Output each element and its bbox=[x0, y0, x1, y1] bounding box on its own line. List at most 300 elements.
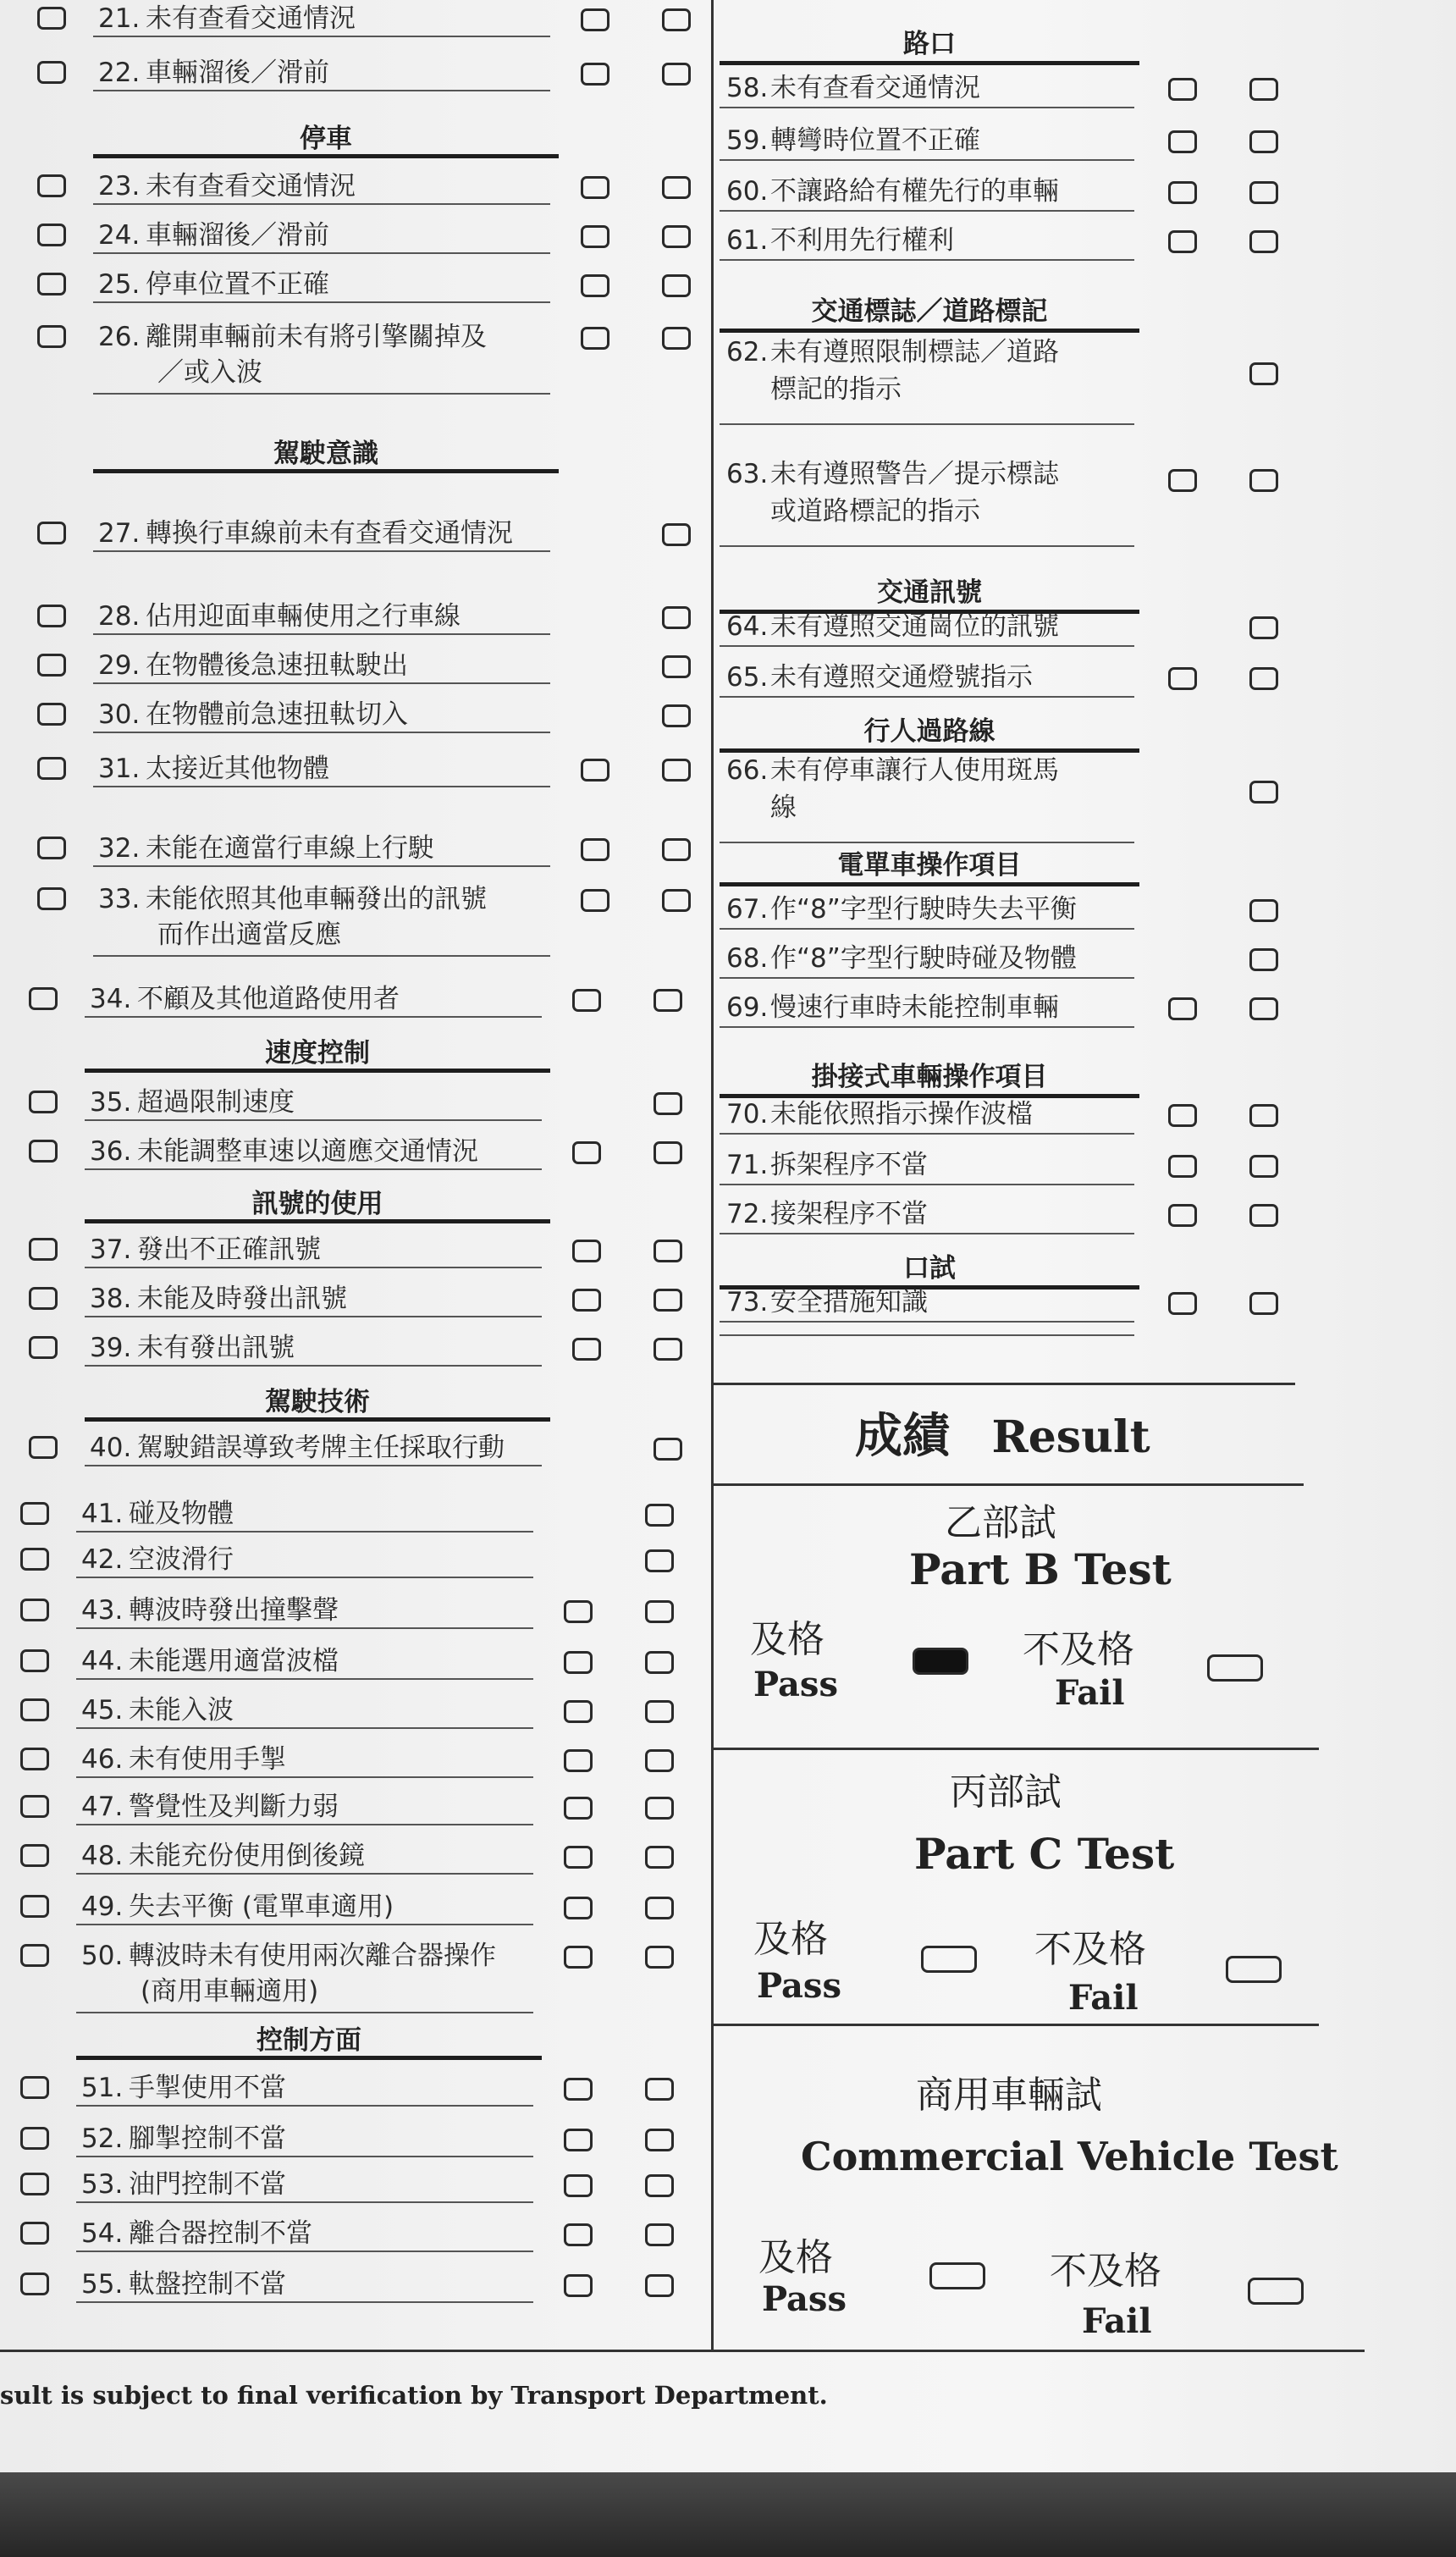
item-text: 未能及時發出訊號 bbox=[137, 1284, 347, 1314]
fault-box-b[interactable] bbox=[1249, 78, 1278, 101]
fault-box-b[interactable] bbox=[645, 1700, 674, 1723]
fault-box-b[interactable] bbox=[645, 2274, 674, 2297]
row-rule bbox=[93, 393, 550, 395]
item-number: 52. bbox=[81, 2123, 124, 2154]
fault-box-b[interactable] bbox=[1249, 469, 1278, 492]
fault-box-b[interactable] bbox=[654, 989, 682, 1012]
item-text: 在物體前急速扭軚切入 bbox=[146, 699, 408, 730]
item-number: 40. bbox=[90, 1433, 132, 1463]
item-number: 68. bbox=[726, 943, 769, 974]
item-number: 22. bbox=[98, 58, 141, 88]
item-number: 73. bbox=[726, 1287, 769, 1317]
test-name-zh: 乙部試 bbox=[945, 1501, 1056, 1544]
item-checkbox[interactable] bbox=[37, 7, 66, 30]
fault-box-a[interactable] bbox=[572, 1289, 601, 1312]
item-text-cont: (商用車輛適用) bbox=[141, 1976, 319, 2007]
item-text: 佔用迎面車輛使用之行車線 bbox=[146, 601, 461, 632]
row-rule bbox=[93, 301, 550, 303]
item-checkbox[interactable] bbox=[20, 1502, 49, 1525]
section-header-rule bbox=[720, 329, 1139, 333]
item-text: 未能在適當行車線上行駛 bbox=[146, 833, 434, 864]
item-number: 26. bbox=[98, 322, 141, 352]
fault-box-a[interactable] bbox=[1168, 1155, 1197, 1178]
column-divider bbox=[711, 0, 714, 2350]
item-checkbox[interactable] bbox=[37, 887, 66, 910]
row-rule bbox=[93, 203, 550, 205]
item-checkbox[interactable] bbox=[37, 325, 66, 348]
fault-box-b[interactable] bbox=[662, 274, 691, 297]
row-rule bbox=[76, 1531, 533, 1533]
item-number: 47. bbox=[81, 1792, 124, 1822]
fault-box-b[interactable] bbox=[654, 1240, 682, 1262]
row-rule bbox=[720, 1334, 1134, 1336]
row-rule bbox=[720, 977, 1134, 979]
fault-box-a[interactable] bbox=[564, 2129, 593, 2151]
fault-box-a[interactable] bbox=[564, 1749, 593, 1772]
fault-box-a[interactable] bbox=[564, 1651, 593, 1674]
row-rule bbox=[93, 550, 550, 552]
fail-label-zh: 不及格 bbox=[1034, 1928, 1146, 1971]
item-checkbox[interactable] bbox=[37, 605, 66, 627]
item-number: 51. bbox=[81, 2073, 124, 2103]
fault-box-a[interactable] bbox=[564, 2223, 593, 2246]
item-number: 21. bbox=[98, 3, 141, 34]
item-number: 37. bbox=[90, 1234, 132, 1265]
item-number: 66. bbox=[726, 755, 769, 786]
fault-box-b[interactable] bbox=[1249, 948, 1278, 971]
section-header: 行人過路線 bbox=[863, 716, 995, 747]
fault-box-a[interactable] bbox=[1168, 78, 1197, 101]
row-rule bbox=[76, 1824, 533, 1825]
fault-box-a[interactable] bbox=[581, 889, 609, 912]
result-title-en: Result bbox=[991, 1411, 1150, 1463]
item-number: 45. bbox=[81, 1695, 124, 1726]
item-number: 39. bbox=[90, 1333, 132, 1363]
section-header: 速度控制 bbox=[265, 1038, 370, 1069]
item-number: 34. bbox=[90, 984, 132, 1014]
row-rule bbox=[720, 259, 1134, 261]
fault-box-a[interactable] bbox=[1168, 997, 1197, 1020]
fault-box-b[interactable] bbox=[1249, 899, 1278, 922]
fault-box-a[interactable] bbox=[564, 1846, 593, 1869]
fault-box-a[interactable] bbox=[1168, 130, 1197, 153]
fail-checkbox[interactable] bbox=[1248, 2278, 1304, 2305]
fault-box-b[interactable] bbox=[662, 759, 691, 781]
item-checkbox[interactable] bbox=[20, 1795, 49, 1818]
item-text: 未有停車讓行人使用斑馬 bbox=[770, 755, 1059, 786]
fault-box-b[interactable] bbox=[1249, 181, 1278, 204]
item-text: 停車位置不正確 bbox=[146, 269, 329, 300]
item-text: 碰及物體 bbox=[129, 1499, 234, 1529]
fault-box-b[interactable] bbox=[654, 1092, 682, 1115]
test-name-en: Part B Test bbox=[909, 1544, 1172, 1594]
section-header-rule bbox=[85, 1219, 550, 1223]
fail-label-zh: 不及格 bbox=[1050, 2250, 1161, 2293]
item-checkbox[interactable] bbox=[20, 2173, 49, 2195]
fault-box-a[interactable] bbox=[581, 225, 609, 248]
item-checkbox[interactable] bbox=[37, 654, 66, 677]
fault-box-a[interactable] bbox=[581, 327, 609, 350]
row-rule bbox=[93, 90, 550, 91]
fault-box-b[interactable] bbox=[645, 2078, 674, 2101]
item-checkbox[interactable] bbox=[37, 224, 66, 246]
item-text: 超過限制速度 bbox=[137, 1087, 295, 1118]
fault-box-b[interactable] bbox=[662, 176, 691, 199]
item-text: 接架程序不當 bbox=[770, 1199, 928, 1229]
section-header: 交通標誌／道路標記 bbox=[811, 296, 1048, 327]
section-header: 駕駛技術 bbox=[265, 1387, 370, 1417]
item-number: 36. bbox=[90, 1136, 132, 1167]
background-surface bbox=[0, 2472, 1456, 2557]
item-text: 車輛溜後／滑前 bbox=[146, 58, 329, 88]
row-rule bbox=[720, 928, 1134, 930]
item-text: 未有發出訊號 bbox=[137, 1333, 295, 1363]
fault-box-a[interactable] bbox=[581, 176, 609, 199]
item-number: 67. bbox=[726, 894, 769, 925]
fault-box-a[interactable] bbox=[572, 1338, 601, 1361]
item-number: 64. bbox=[726, 611, 769, 642]
fault-box-b[interactable] bbox=[1249, 997, 1278, 1020]
item-text: 離開車輛前未有將引擎關掉及 bbox=[146, 322, 487, 352]
fault-box-b[interactable] bbox=[645, 1600, 674, 1623]
fault-box-a[interactable] bbox=[572, 989, 601, 1012]
section-header-rule bbox=[720, 882, 1139, 886]
section-header: 控制方面 bbox=[256, 2025, 361, 2056]
row-rule bbox=[93, 786, 550, 787]
item-number: 29. bbox=[98, 650, 141, 681]
item-number: 46. bbox=[81, 1744, 124, 1775]
fault-box-b[interactable] bbox=[645, 1749, 674, 1772]
fault-box-a[interactable] bbox=[572, 1240, 601, 1262]
item-checkbox[interactable] bbox=[20, 2273, 49, 2295]
item-number: 50. bbox=[81, 1941, 124, 1971]
row-rule bbox=[76, 2201, 533, 2203]
fault-box-b[interactable] bbox=[645, 1946, 674, 1969]
fail-checkbox[interactable] bbox=[1226, 1956, 1282, 1983]
fault-box-b[interactable] bbox=[662, 606, 691, 629]
fault-box-a[interactable] bbox=[572, 1141, 601, 1164]
pass-label-en: Pass bbox=[757, 1966, 841, 2006]
item-checkbox[interactable] bbox=[29, 1436, 58, 1459]
item-text-cont: 而作出適當反應 bbox=[157, 920, 341, 950]
fault-box-b[interactable] bbox=[662, 838, 691, 861]
section-header-rule bbox=[76, 2056, 542, 2060]
item-checkbox[interactable] bbox=[37, 757, 66, 780]
item-checkbox[interactable] bbox=[20, 1895, 49, 1918]
fault-box-b[interactable] bbox=[645, 2129, 674, 2151]
item-text: 轉換行車線前未有查看交通情況 bbox=[146, 518, 513, 549]
item-text: 腳掣控制不當 bbox=[129, 2123, 286, 2154]
fault-box-a[interactable] bbox=[581, 838, 609, 861]
item-text: 未能充份使用倒後鏡 bbox=[129, 1841, 365, 1871]
test-name-zh: 丙部試 bbox=[950, 1770, 1062, 1814]
row-rule bbox=[85, 1365, 542, 1367]
item-number: 25. bbox=[98, 269, 141, 300]
item-checkbox[interactable] bbox=[20, 1698, 49, 1721]
item-text: 未能選用適當波檔 bbox=[129, 1646, 339, 1676]
fault-box-a[interactable] bbox=[1168, 1104, 1197, 1127]
fault-box-a[interactable] bbox=[1168, 1292, 1197, 1315]
item-text: 未有使用手掣 bbox=[129, 1744, 286, 1775]
item-text: 安全措施知識 bbox=[770, 1287, 928, 1317]
row-rule bbox=[76, 1577, 533, 1578]
item-number: 60. bbox=[726, 176, 769, 207]
item-number: 65. bbox=[726, 662, 769, 693]
item-number: 41. bbox=[81, 1499, 124, 1529]
fault-box-b[interactable] bbox=[645, 2174, 674, 2197]
fault-box-b[interactable] bbox=[1249, 667, 1278, 690]
item-text: 拆架程序不當 bbox=[770, 1150, 928, 1180]
item-text: 失去平衡 (電單車適用) bbox=[129, 1892, 394, 1922]
fail-label-en: Fail bbox=[1055, 1673, 1125, 1713]
fault-box-b[interactable] bbox=[662, 523, 691, 546]
row-rule bbox=[76, 1776, 533, 1778]
item-text: 駕駛錯誤導致考牌主任採取行動 bbox=[137, 1433, 505, 1463]
result-block-rule bbox=[711, 1748, 1319, 1750]
item-text: 未有遵照交通燈號指示 bbox=[770, 662, 1033, 693]
row-rule bbox=[93, 682, 550, 684]
item-text: 油門控制不當 bbox=[129, 2169, 286, 2200]
item-checkbox[interactable] bbox=[29, 1140, 58, 1163]
item-number: 33. bbox=[98, 884, 141, 914]
item-checkbox[interactable] bbox=[20, 1748, 49, 1770]
result-block-rule bbox=[711, 2024, 1319, 2026]
item-number: 69. bbox=[726, 992, 769, 1023]
row-rule bbox=[720, 210, 1134, 212]
result-title-rule bbox=[711, 1483, 1304, 1486]
section-header-rule bbox=[720, 61, 1139, 65]
row-rule bbox=[76, 2012, 533, 2013]
item-number: 71. bbox=[726, 1150, 769, 1180]
pass-label-zh: 及格 bbox=[758, 2236, 833, 2279]
item-number: 35. bbox=[90, 1087, 132, 1118]
row-rule bbox=[93, 633, 550, 635]
fault-box-b[interactable] bbox=[1249, 362, 1278, 385]
fault-box-b[interactable] bbox=[1249, 616, 1278, 639]
item-checkbox[interactable] bbox=[29, 1091, 58, 1113]
pass-label-zh: 及格 bbox=[753, 1918, 828, 1961]
item-checkbox[interactable] bbox=[20, 1548, 49, 1571]
fault-box-a[interactable] bbox=[564, 1897, 593, 1919]
item-text: 作“8”字型行駛時碰及物體 bbox=[770, 943, 1077, 974]
fault-box-b[interactable] bbox=[1249, 230, 1278, 253]
item-text: 車輛溜後／滑前 bbox=[146, 220, 329, 251]
fail-checkbox[interactable] bbox=[1207, 1654, 1263, 1682]
item-checkbox[interactable] bbox=[29, 1238, 58, 1261]
item-text: 作“8”字型行駛時失去平衡 bbox=[770, 894, 1077, 925]
item-number: 63. bbox=[726, 459, 769, 489]
item-text: 未有遵照警告／提示標誌 bbox=[770, 459, 1059, 489]
row-rule bbox=[85, 1016, 542, 1018]
item-text: 未有遵照限制標誌／道路 bbox=[770, 337, 1059, 367]
row-rule bbox=[76, 2156, 533, 2157]
row-rule bbox=[76, 1727, 533, 1729]
item-checkbox[interactable] bbox=[37, 174, 66, 197]
item-text: 未能依照其他車輛發出的訊號 bbox=[146, 884, 487, 914]
section-header: 訊號的使用 bbox=[251, 1189, 383, 1219]
test-name-en: Part C Test bbox=[914, 1829, 1175, 1879]
item-text: 未有查看交通情況 bbox=[770, 73, 980, 103]
fault-box-a[interactable] bbox=[1168, 1204, 1197, 1227]
fault-box-b[interactable] bbox=[662, 704, 691, 727]
item-number: 32. bbox=[98, 833, 141, 864]
item-number: 48. bbox=[81, 1841, 124, 1871]
item-number: 43. bbox=[81, 1595, 124, 1626]
fault-box-a[interactable] bbox=[581, 63, 609, 86]
item-number: 30. bbox=[98, 699, 141, 730]
item-text: 轉波時未有使用兩次離合器操作 bbox=[129, 1941, 496, 1971]
fault-box-b[interactable] bbox=[645, 1651, 674, 1674]
item-checkbox[interactable] bbox=[20, 2127, 49, 2150]
item-number: 31. bbox=[98, 754, 141, 784]
fault-box-b[interactable] bbox=[1249, 130, 1278, 153]
section-header: 駕駛意識 bbox=[273, 439, 378, 469]
result-bottom-rule bbox=[0, 2350, 1365, 2352]
pass-label-en: Pass bbox=[762, 2279, 847, 2319]
item-checkbox[interactable] bbox=[37, 522, 66, 544]
fault-box-a[interactable] bbox=[564, 1600, 593, 1623]
item-text: 警覺性及判斷力弱 bbox=[129, 1792, 339, 1822]
fault-box-a[interactable] bbox=[1168, 230, 1197, 253]
test-name-en: Commercial Vehicle Test bbox=[801, 2134, 1338, 2179]
fault-box-b[interactable] bbox=[662, 655, 691, 678]
section-header-rule bbox=[85, 1417, 550, 1422]
row-rule bbox=[85, 1267, 542, 1268]
item-number: 61. bbox=[726, 225, 769, 256]
fault-box-b[interactable] bbox=[662, 225, 691, 248]
item-checkbox[interactable] bbox=[37, 703, 66, 726]
fault-box-b[interactable] bbox=[1249, 1155, 1278, 1178]
fail-label-en: Fail bbox=[1082, 2301, 1152, 2341]
fault-box-b[interactable] bbox=[645, 2223, 674, 2246]
section-header: 路口 bbox=[903, 29, 956, 59]
fault-box-b[interactable] bbox=[1249, 781, 1278, 804]
result-title bbox=[855, 1399, 1150, 1466]
item-checkbox[interactable] bbox=[29, 1287, 58, 1310]
pass-checkbox[interactable] bbox=[921, 1946, 977, 1973]
row-rule bbox=[76, 1873, 533, 1875]
fault-box-b[interactable] bbox=[662, 327, 691, 350]
fault-box-b[interactable] bbox=[645, 1846, 674, 1869]
row-rule bbox=[93, 732, 550, 733]
row-rule bbox=[76, 2105, 533, 2107]
fault-box-a[interactable] bbox=[564, 1797, 593, 1820]
fault-box-a[interactable] bbox=[581, 274, 609, 297]
row-rule bbox=[720, 423, 1134, 425]
fault-box-b[interactable] bbox=[1249, 1204, 1278, 1227]
fault-box-b[interactable] bbox=[645, 1549, 674, 1572]
item-number: 28. bbox=[98, 601, 141, 632]
item-checkbox[interactable] bbox=[29, 1336, 58, 1359]
item-checkbox[interactable] bbox=[20, 1944, 49, 1967]
fault-box-b[interactable] bbox=[645, 1504, 674, 1527]
item-number: 38. bbox=[90, 1284, 132, 1314]
item-text: 未有查看交通情況 bbox=[146, 171, 356, 202]
fault-box-b[interactable] bbox=[654, 1289, 682, 1312]
fail-label-zh: 不及格 bbox=[1023, 1628, 1134, 1671]
pass-label-en: Pass bbox=[753, 1665, 838, 1704]
item-text: 未能調整車速以適應交通情況 bbox=[137, 1136, 478, 1167]
row-rule bbox=[720, 1133, 1134, 1135]
fault-box-b[interactable] bbox=[654, 1141, 682, 1164]
fail-label-en: Fail bbox=[1068, 1978, 1139, 2018]
item-text-cont: 線 bbox=[770, 793, 797, 823]
section-header: 口試 bbox=[903, 1253, 956, 1284]
fault-box-b[interactable] bbox=[662, 889, 691, 912]
row-rule bbox=[720, 1184, 1134, 1185]
item-checkbox[interactable] bbox=[29, 987, 58, 1010]
fault-box-b[interactable] bbox=[654, 1338, 682, 1361]
item-text-cont: 或道路標記的指示 bbox=[770, 496, 980, 527]
fault-box-a[interactable] bbox=[564, 2078, 593, 2101]
section-header-rule bbox=[93, 154, 559, 158]
fault-box-b[interactable] bbox=[1249, 1104, 1278, 1127]
fault-box-a[interactable] bbox=[564, 1946, 593, 1969]
fault-box-b[interactable] bbox=[645, 1797, 674, 1820]
section-header-rule bbox=[85, 1069, 550, 1073]
item-number: 59. bbox=[726, 125, 769, 156]
row-rule bbox=[720, 107, 1134, 108]
fault-box-a[interactable] bbox=[564, 2274, 593, 2297]
row-rule bbox=[76, 2301, 533, 2303]
item-checkbox[interactable] bbox=[20, 2222, 49, 2245]
item-checkbox[interactable] bbox=[20, 1649, 49, 1672]
item-text: 軚盤控制不當 bbox=[129, 2269, 286, 2300]
item-checkbox[interactable] bbox=[20, 1844, 49, 1867]
fault-box-b[interactable] bbox=[662, 63, 691, 86]
fault-box-a[interactable] bbox=[564, 2174, 593, 2197]
fault-box-a[interactable] bbox=[581, 759, 609, 781]
fault-box-b[interactable] bbox=[662, 8, 691, 31]
row-rule bbox=[93, 36, 550, 37]
fault-box-a[interactable] bbox=[1168, 469, 1197, 492]
item-text-cont: ／或入波 bbox=[157, 357, 262, 388]
fault-box-b[interactable] bbox=[654, 1438, 682, 1461]
fault-box-a[interactable] bbox=[1168, 667, 1197, 690]
item-checkbox[interactable] bbox=[20, 1599, 49, 1621]
fault-box-a[interactable] bbox=[564, 1700, 593, 1723]
row-rule bbox=[76, 1678, 533, 1680]
result-title-zh: 成績 bbox=[855, 1408, 950, 1464]
section-header: 掛接式車輛操作項目 bbox=[811, 1062, 1048, 1092]
row-rule bbox=[76, 2250, 533, 2252]
row-rule bbox=[76, 1627, 533, 1629]
item-checkbox[interactable] bbox=[37, 837, 66, 859]
fault-box-a[interactable] bbox=[1168, 181, 1197, 204]
row-rule bbox=[85, 1316, 542, 1317]
row-rule bbox=[85, 1465, 542, 1466]
fault-box-a[interactable] bbox=[581, 8, 609, 31]
item-text-cont: 標記的指示 bbox=[770, 374, 902, 405]
item-number: 24. bbox=[98, 220, 141, 251]
pass-checkbox[interactable] bbox=[929, 2262, 985, 2289]
row-rule bbox=[85, 1119, 542, 1121]
fault-box-b[interactable] bbox=[1249, 1292, 1278, 1315]
test-name-zh: 商用車輛試 bbox=[916, 2074, 1102, 2117]
fault-box-b[interactable] bbox=[645, 1897, 674, 1919]
row-rule bbox=[720, 1233, 1134, 1234]
item-checkbox[interactable] bbox=[20, 2076, 49, 2099]
pass-checkbox[interactable] bbox=[913, 1648, 968, 1675]
item-number: 54. bbox=[81, 2218, 124, 2249]
item-checkbox[interactable] bbox=[37, 273, 66, 295]
item-text: 不讓路給有權先行的車輛 bbox=[770, 176, 1059, 207]
row-rule bbox=[720, 545, 1134, 547]
item-number: 23. bbox=[98, 171, 141, 202]
item-text: 發出不正確訊號 bbox=[137, 1234, 321, 1265]
item-text: 不顧及其他道路使用者 bbox=[137, 984, 400, 1014]
item-checkbox[interactable] bbox=[37, 61, 66, 84]
